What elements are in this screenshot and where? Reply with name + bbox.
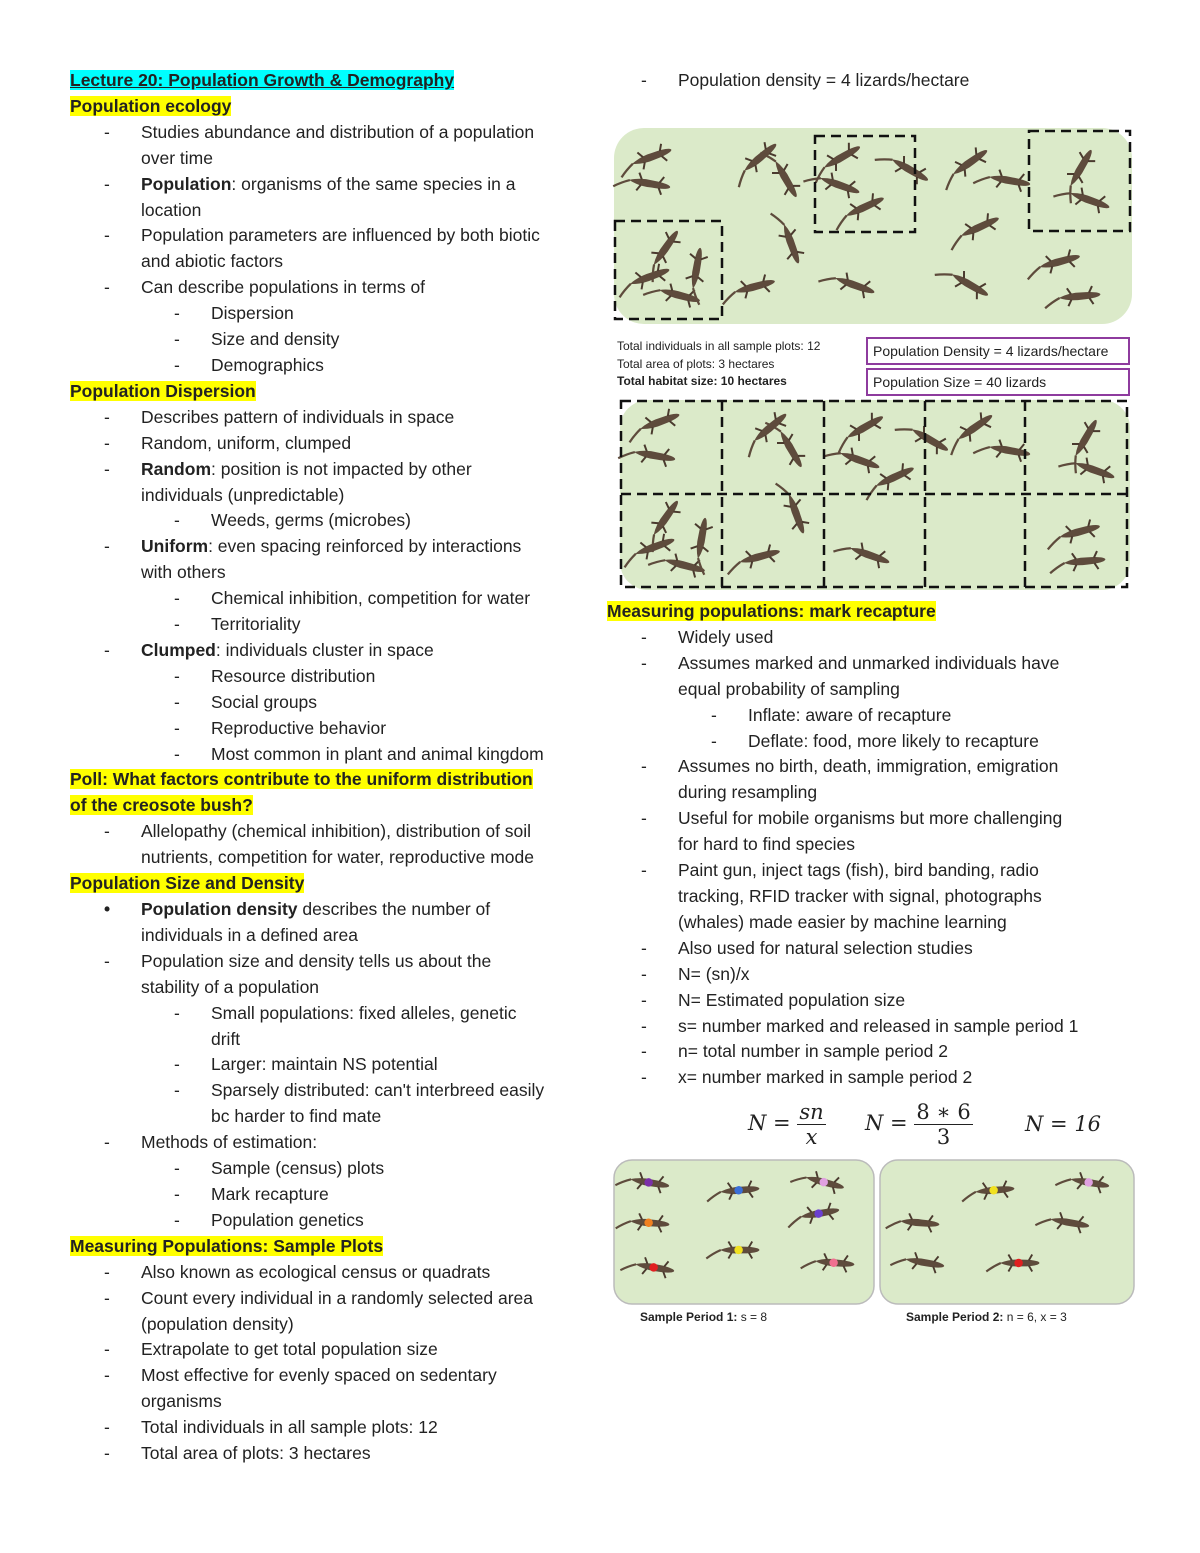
bullet-line — [70, 275, 595, 301]
bullet-marker: - — [641, 963, 647, 984]
sample-plot-figure — [612, 126, 1136, 336]
heading-text: Population ecology — [70, 95, 232, 116]
bullet-marker: - — [174, 691, 180, 712]
line-text: Most common in plant and animal kingdom — [211, 743, 544, 764]
bullet-marker: - — [174, 588, 180, 609]
line-text: Widely used — [678, 626, 774, 647]
line-text: Also used for natural selection studies — [678, 937, 973, 958]
bullet-line — [607, 962, 1152, 988]
bullet-marker: - — [174, 717, 180, 738]
bullet-marker: - — [104, 1132, 110, 1153]
bullet-marker: - — [711, 730, 717, 751]
line-text: x= number marked in sample period 2 — [678, 1067, 973, 1088]
section-heading — [70, 379, 595, 405]
line-text: over time — [141, 147, 213, 168]
line-text: location — [141, 199, 202, 220]
line-text: : organisms of the same species in a — [231, 173, 516, 194]
left-column — [70, 68, 595, 1467]
line-text: drift — [211, 1028, 241, 1049]
size-box: Population Size = 40 lizards — [866, 368, 1130, 396]
bullet-marker: - — [174, 1158, 180, 1179]
bullet-marker: - — [641, 652, 647, 673]
line-text: Useful for mobile organisms but more challenging — [678, 808, 1063, 829]
bullet-marker: - — [104, 277, 110, 298]
line-text: Small populations: fixed alleles, genetic — [211, 1002, 517, 1023]
bullet-line — [70, 249, 595, 275]
line-text: Dispersion — [211, 303, 294, 324]
bullet-marker: - — [104, 121, 110, 142]
gridded-habitat-figure — [612, 396, 1136, 596]
bullet-marker: - — [641, 756, 647, 777]
line-text: nutrients, competition for water, reproductive mode — [141, 847, 534, 868]
line-text: Total area of plots: 3 hectares — [141, 1443, 371, 1464]
line-text: Also known as ecological census or quadrats — [141, 1261, 491, 1282]
equation-substituted: N = $\frac{8 ∗ 6}{3}$ — [865, 1100, 971, 1149]
bullet-marker: - — [641, 70, 647, 90]
bullet-line — [70, 949, 595, 975]
bullet-line — [70, 560, 595, 586]
line-text: (population density) — [141, 1313, 294, 1334]
bullet-line — [70, 1363, 595, 1389]
bold-term: Uniform — [141, 536, 209, 557]
right-top-text — [607, 68, 1152, 94]
heading-text: Measuring Populations: Sample Plots — [70, 1235, 384, 1256]
bullet-marker: - — [174, 329, 180, 350]
habitat-area — [614, 128, 1132, 324]
bullet-marker: - — [641, 626, 647, 647]
bullet-marker: - — [104, 639, 110, 660]
line-text: Territoriality — [211, 614, 301, 635]
bullet-marker: - — [641, 860, 647, 881]
bullet-line — [70, 301, 595, 327]
bullet-line — [607, 754, 1152, 780]
bullet-line — [70, 690, 595, 716]
bullet-line — [607, 68, 1152, 94]
bullet-line — [607, 625, 1152, 651]
line-text: Population parameters are influenced by both biotic — [141, 225, 540, 246]
bullet-line — [70, 1208, 595, 1234]
bullet-line — [70, 1027, 595, 1053]
bullet-line — [70, 1156, 595, 1182]
bullet-marker: - — [174, 614, 180, 635]
bullet-marker: • — [104, 899, 111, 919]
bullet-line — [607, 729, 1152, 755]
line-text: individuals (unpredictable) — [141, 484, 345, 505]
line-text: (whales) made easier by machine learning — [678, 911, 1007, 932]
line-text: Weeds, germs (microbes) — [211, 510, 412, 531]
bullet-line — [70, 534, 595, 560]
bullet-line — [70, 1104, 595, 1130]
bullet-marker: - — [104, 1261, 110, 1282]
line-text: Mark recapture — [211, 1183, 329, 1204]
bullet-marker: - — [104, 173, 110, 194]
bullet-marker: - — [641, 1067, 647, 1088]
line-text: n= total number in sample period 2 — [678, 1041, 948, 1062]
bullet-line — [70, 586, 595, 612]
bullet-marker: - — [174, 303, 180, 324]
bullet-marker: - — [641, 937, 647, 958]
bullet-line — [70, 1001, 595, 1027]
section-heading — [70, 767, 595, 793]
bold-term: Population density — [141, 899, 298, 919]
bullet-line — [607, 884, 1152, 910]
section-heading — [70, 1234, 595, 1260]
bullet-marker: - — [104, 1417, 110, 1438]
line-text: individuals in a defined area — [141, 924, 358, 945]
heading-text: Population Size and Density — [70, 873, 305, 894]
bullet-line — [70, 845, 595, 871]
bullet-line — [70, 1078, 595, 1104]
bullet-line — [70, 1182, 595, 1208]
bullet-line — [70, 431, 595, 457]
bullet-line — [607, 703, 1152, 729]
line-text: Sample (census) plots — [211, 1158, 385, 1179]
lecture-title: Lecture 20: Population Growth & Demography — [70, 70, 455, 90]
bullet-line — [607, 936, 1152, 962]
density-box: Population Density = 4 lizards/hectare — [866, 337, 1130, 365]
bullet-line — [70, 457, 595, 483]
line-text: Resource distribution — [211, 665, 376, 686]
bullet-line — [70, 638, 595, 664]
line-text: s= number marked and released in sample period 1 — [678, 1015, 1079, 1036]
bullet-marker: - — [104, 1339, 110, 1360]
line-text: N= (sn)/x — [678, 963, 750, 984]
bullet-line — [70, 1415, 595, 1441]
line-text: : position is not impacted by other — [211, 458, 472, 479]
heading-text: Poll: What factors contribute to the uniform distribution — [70, 769, 533, 790]
bullet-marker: - — [104, 1443, 110, 1464]
bullet-marker: - — [104, 821, 110, 842]
bullet-marker: - — [104, 406, 110, 427]
line-text: bc harder to find mate — [211, 1106, 382, 1127]
bullet-marker: - — [641, 989, 647, 1010]
sample-period-1-caption: Sample Period 1: s = 8 — [640, 1310, 768, 1324]
line-text: Studies abundance and distribution of a population — [141, 121, 535, 142]
line-text: with others — [141, 562, 226, 583]
bullet-line — [607, 677, 1152, 703]
bullet-line — [607, 910, 1152, 936]
bullet-line — [70, 1260, 595, 1286]
line-text: N= Estimated population size — [678, 989, 906, 1010]
line-text: Assumes no birth, death, immigration, emigration — [678, 756, 1059, 777]
bullet-marker: - — [174, 665, 180, 686]
line-text: during resampling — [678, 782, 818, 803]
bullet-line — [70, 1052, 595, 1078]
section-heading — [70, 871, 595, 897]
line-text: Paint gun, inject tags (fish), bird banding, radio — [678, 860, 1039, 881]
bullet-line — [70, 198, 595, 224]
bullet-marker: - — [174, 354, 180, 375]
bullet-marker: - — [174, 743, 180, 764]
bullet-line — [70, 120, 595, 146]
bullet-line — [70, 1389, 595, 1415]
line-text: Reproductive behavior — [211, 717, 387, 738]
bullet-line — [70, 146, 595, 172]
caption-habitat-size: Total habitat size: 10 hectares — [617, 374, 787, 388]
bullet-marker: - — [104, 432, 110, 453]
bullet-line — [70, 923, 595, 949]
bold-term: Random — [141, 458, 211, 479]
line-text: Larger: maintain NS potential — [211, 1054, 438, 1075]
bullet-line — [70, 1286, 595, 1312]
bullet-line — [607, 1065, 1152, 1091]
line-text: Allelopathy (chemical inhibition), distribution of soil — [141, 821, 532, 842]
bullet-line — [607, 651, 1152, 677]
bullet-line — [607, 988, 1152, 1014]
line-text: Total individuals in all sample plots: 12 — [141, 1417, 438, 1438]
equation-result: N = 16 — [1025, 1112, 1102, 1136]
bullet-marker: - — [174, 510, 180, 531]
bullet-marker: - — [711, 704, 717, 725]
bullet-marker: - — [104, 536, 110, 557]
bullet-line — [70, 1337, 595, 1363]
bullet-marker: - — [641, 808, 647, 829]
bullet-marker: - — [641, 1015, 647, 1036]
bullet-marker: - — [174, 1080, 180, 1101]
line-text: tracking, RFID tracker with signal, photographs — [678, 885, 1042, 906]
bullet-marker: - — [174, 1209, 180, 1230]
bullet-line — [70, 1130, 595, 1156]
bullet-marker: - — [174, 1183, 180, 1204]
bold-term: Clumped — [141, 639, 216, 660]
bullet-line — [70, 742, 595, 768]
section-heading — [607, 599, 1152, 625]
mark-recapture-section — [607, 599, 1152, 1091]
heading-text: of the creosote bush? — [70, 795, 253, 816]
caption-total-area: Total area of plots: 3 hectares — [617, 357, 775, 371]
heading-text: Population Dispersion — [70, 380, 256, 401]
line-text: Sparsely distributed: can't interbreed easily — [211, 1080, 545, 1101]
line-text: Inflate: aware of recapture — [748, 704, 952, 725]
bullet-line — [70, 1312, 595, 1338]
line-text: Extrapolate to get total population size — [141, 1339, 438, 1360]
bullet-line — [70, 819, 595, 845]
line-text: Deflate: food, more likely to recapture — [748, 730, 1039, 751]
equation-formula: N = $\frac{sn}{x}$ — [748, 1100, 824, 1149]
line-text: equal probability of sampling — [678, 678, 900, 699]
line-text: organisms — [141, 1391, 222, 1412]
line-text: stability of a population — [141, 976, 320, 997]
line-text: Most effective for evenly spaced on sedentary — [141, 1365, 497, 1386]
bullet-line — [70, 716, 595, 742]
line-text: : even spacing reinforced by interactions — [208, 536, 522, 557]
bullet-line — [70, 327, 595, 353]
bullet-line — [607, 1039, 1152, 1065]
bullet-line — [70, 897, 595, 923]
bullet-line — [70, 664, 595, 690]
line-text: Count every individual in a randomly selected area — [141, 1287, 534, 1308]
line-text: Can describe populations in terms of — [141, 277, 426, 298]
line-text: Size and density — [211, 329, 340, 350]
line-text: Demographics — [211, 354, 324, 375]
line-text: : individuals cluster in space — [215, 639, 434, 660]
bullet-line — [607, 1014, 1152, 1040]
bullet-line — [607, 832, 1152, 858]
bullet-line — [70, 508, 595, 534]
section-heading — [70, 793, 595, 819]
section-heading — [70, 68, 595, 94]
line-text: describes the number of — [297, 899, 491, 919]
section-heading — [70, 94, 595, 120]
caption-total-individuals: Total individuals in all sample plots: 12 — [617, 339, 821, 353]
bullet-line — [70, 1441, 595, 1467]
paint-mark — [1014, 1259, 1023, 1268]
bullet-line — [70, 612, 595, 638]
line-text: Describes pattern of individuals in space — [141, 406, 455, 427]
heading-text: Measuring populations: mark recapture — [607, 601, 936, 621]
line-text: Methods of estimation: — [141, 1132, 318, 1153]
line-text: Population genetics — [211, 1209, 364, 1230]
bold-term: Population — [141, 173, 232, 194]
line-text: Social groups — [211, 691, 318, 712]
paint-mark — [734, 1246, 743, 1255]
line-text: Chemical inhibition, competition for water — [211, 588, 531, 609]
line-text: for hard to find species — [678, 834, 856, 855]
bullet-marker: - — [104, 1287, 110, 1308]
bullet-marker: - — [641, 1041, 647, 1062]
line-text: and abiotic factors — [141, 251, 284, 272]
bullet-marker: - — [104, 950, 110, 971]
bullet-line — [70, 975, 595, 1001]
line-text: Population density = 4 lizards/hectare — [678, 70, 970, 90]
bullet-marker: - — [174, 1054, 180, 1075]
bullet-line — [70, 353, 595, 379]
bullet-marker: - — [104, 225, 110, 246]
bullet-marker: - — [104, 458, 110, 479]
bullet-line — [607, 858, 1152, 884]
bullet-marker: - — [174, 1002, 180, 1023]
bullet-line — [70, 405, 595, 431]
right-column — [607, 68, 1152, 94]
line-text: Population size and density tells us about the — [141, 950, 492, 971]
bullet-marker: - — [104, 1365, 110, 1386]
mark-recapture-figure — [612, 1158, 1136, 1308]
bullet-line — [607, 780, 1152, 806]
bullet-line — [70, 483, 595, 509]
line-text: Random, uniform, clumped — [141, 432, 352, 453]
bullet-line — [70, 223, 595, 249]
bullet-line — [607, 806, 1152, 832]
sample-period-2-caption: Sample Period 2: n = 6, x = 3 — [906, 1310, 1067, 1324]
bullet-line — [70, 172, 595, 198]
line-text: Assumes marked and unmarked individuals have — [678, 652, 1060, 673]
